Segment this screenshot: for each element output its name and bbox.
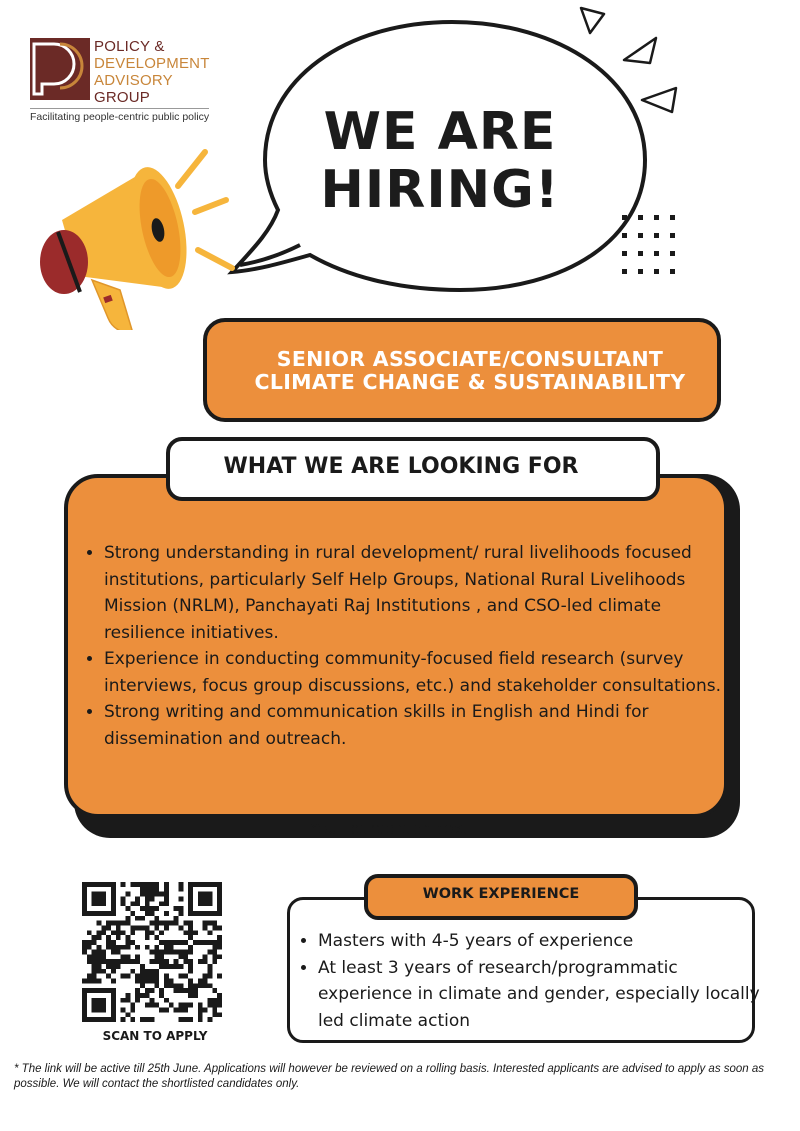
- work-experience-heading: WORK EXPERIENCE: [422, 886, 580, 902]
- logo-line-4: GROUP: [94, 89, 151, 106]
- logo-tagline: Facilitating people-centric public policy: [30, 108, 209, 123]
- footnote: * The link will be active till 25th June. Applications will however be reviewed on a rolling basis. Interested applicants are advised to apply as soon as possible. We will contact the shortlisted candidates only.: [14, 1063, 765, 1090]
- megaphone-icon: [40, 152, 232, 330]
- placeholder-text: Your paragraph text: [310, 819, 470, 838]
- work-experience-item: • At least 3 years of research/programmatic experience in climate and gender, especially locally led climate action: [318, 955, 768, 1035]
- position-line-2: CLIMATE CHANGE & SUSTAINABILITY: [254, 370, 686, 394]
- position-title: [215, 348, 725, 394]
- logo-line-1: POLICY &: [94, 38, 165, 55]
- headline-line-1: WE ARE: [323, 102, 557, 162]
- work-experience-list: [298, 928, 768, 1034]
- logo-line-2: DEVELOPMENT: [94, 55, 210, 72]
- requirements-list: [84, 540, 744, 752]
- hiring-headline: [300, 103, 580, 219]
- logo-line-3: ADVISORY: [94, 72, 173, 89]
- requirement-item: • Experience in conducting community-focused field research (survey interviews, focus group discussions, etc.) and stakeholder consultations.: [104, 646, 744, 699]
- requirement-item: • Strong writing and communication skills in English and Hindi for dissemination and outreach.: [104, 699, 744, 752]
- position-line-1: SENIOR ASSOCIATE/CONSULTANT: [276, 347, 664, 371]
- requirements-heading: WHAT WE ARE LOOKING FOR: [223, 454, 579, 479]
- dot-grid: [622, 215, 675, 274]
- qr-code[interactable]: [82, 882, 222, 1022]
- work-experience-item: • Masters with 4-5 years of experience: [318, 928, 768, 955]
- scan-to-apply-label: SCAN TO APPLY: [102, 1029, 208, 1043]
- requirement-item: • Strong understanding in rural development/ rural livelihoods focused institutions, particularly Self Help Groups, National Rural Livelihoods Mission (NRLM), Panchayati Raj Institutions , and CSO-led climate resilience initiatives.: [104, 540, 744, 646]
- headline-line-2: HIRING!: [320, 160, 560, 220]
